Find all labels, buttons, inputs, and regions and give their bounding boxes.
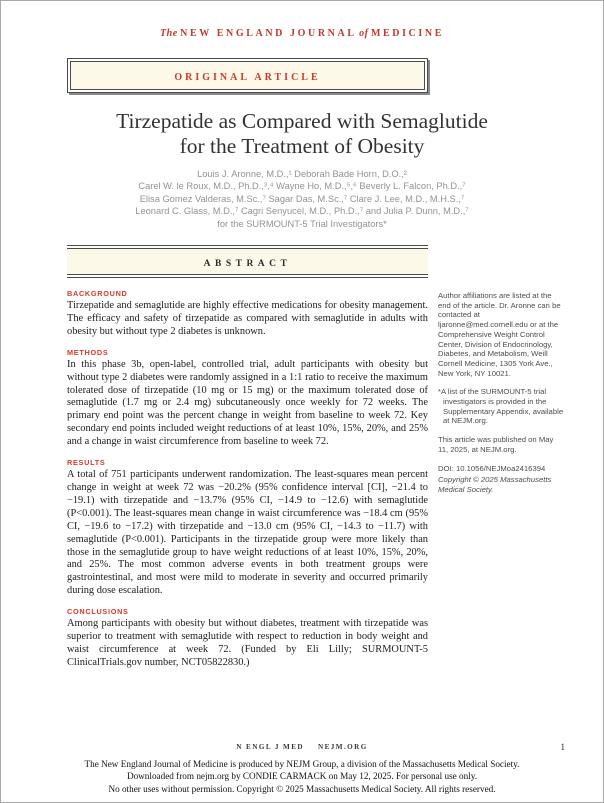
section-label-results: RESULTS <box>67 458 106 468</box>
section-label-conclusions: CONCLUSIONS <box>67 607 129 617</box>
abstract-section-conclusions <box>67 607 428 670</box>
affiliation-sidebar <box>438 291 565 504</box>
section-text-results: A total of 751 participants underwent randomization. The least-squares mean percent change in weight at week 72 was −20.2% (95% confidence interval [CI], −21.4 to −19.1) with tirzepatide and −13.7% (95% CI, −14.9 to −12.6) with semaglutide (P<0.001). The least-squares mean change in waist circumference was −18.4 cm (95% CI, −19.6 to −17.2) with tirzepatide and −13.0 cm (95% CI, −14.3 to −11.7) with semaglutide (P<0.001). Participants in the tirzepatide group were more likely than those in the semaglutide group to have weight reductions of at least 10%, 15%, 20%, and 25%. The most common adverse events in both treatment groups were gastrointestinal, and most were mild to moderate in severity and occurred primarily during dose escalation. <box>67 469 428 597</box>
journal-masthead <box>1 28 603 39</box>
masthead-medicine: MEDICINE <box>370 28 444 39</box>
running-footer-site: NEJM.ORG <box>317 743 368 752</box>
section-text-methods: In this phase 3b, open-label, controlled trial, adult participants with obesity but without type 2 diabetes were randomly assigned in a 1:1 ratio to receive the maximum tolerated dose of tirzepatide (10 mg or 15 mg) or the maximum tolerated dose of semaglutide (1.7 mg or 2.4 mg) subcutaneously once weekly for 72 weeks. The primary end point was the percent change in weight from baseline to week 72. Key secondary end points included weight reductions of at least 10%, 15%, 20%, and 25% and a change in waist circumference from baseline to week 72. <box>67 358 428 448</box>
article-title <box>1 109 603 159</box>
masthead-new-england-journal: NEW ENGLAND JOURNAL <box>180 28 357 39</box>
article-type-box-inner <box>70 61 425 90</box>
footer-line: The New England Journal of Medicine is produced by NEJM Group, a division of the Massachusetts Medical Society. <box>84 759 520 770</box>
doi-line: DOI: 10.1056/NEJMoa2416394 <box>438 463 546 473</box>
abstract-body <box>67 289 428 670</box>
masthead-the: The <box>160 28 178 39</box>
investigators-note: *A list of the SURMOUNT-5 trial investigators is provided in the Supplementary Appendix, available at NEJM.org. <box>438 387 564 426</box>
article-type-box <box>67 58 428 93</box>
article-title-line1: Tirzepatide as Compared with Semaglutide <box>116 109 488 133</box>
masthead-of: of <box>359 28 369 39</box>
footer-line: Downloaded from nejm.org by CONDIE CARMACK on May 12, 2025. For personal use only. <box>126 771 478 782</box>
abstract-section-results <box>67 458 428 598</box>
running-footer <box>1 743 603 751</box>
article-type-label: ORIGINAL ARTICLE <box>174 72 321 83</box>
author-line: Elisa Gomez Valderas, M.Sc.,⁷ Sagar Das, M.Sc.,⁷ Clare J. Lee, M.D., M.H.S.,⁷ <box>139 193 465 204</box>
abstract-columns <box>1 289 603 670</box>
abstract-heading-bar-inner <box>67 248 428 275</box>
publication-note: This article was published on May 11, 2025, at NEJM.org. <box>438 435 554 454</box>
section-text-conclusions: Among participants with obesity but without diabetes, treatment with tirzepatide was superior to treatment with semaglutide with respect to reduction in body weight and waist circumference at week 72. (Funded by Eli Lilly; SURMOUNT-5 ClinicalTrials.gov number, NCT05822830.) <box>67 618 428 668</box>
abstract-heading: ABSTRACT <box>203 259 292 270</box>
author-line: Carel W. le Roux, M.D., Ph.D.,³,⁴ Wayne Ho, M.D.,⁵,⁶ Beverly L. Falcon, Ph.D.,⁷ <box>138 181 466 192</box>
author-line: for the SURMOUNT-5 Trial Investigators* <box>217 218 387 229</box>
section-label-methods: METHODS <box>67 347 109 357</box>
section-text-background: Tirzepatide and semaglutide are highly effective medications for obesity management. The efficacy and safety of tirzepatide as compared with semaglutide in adults with obesity but without type 2 diabetes is unknown. <box>67 300 428 337</box>
footer-line: No other uses without permission. Copyright © 2025 Massachusetts Medical Society. All rights reserved. <box>108 783 496 794</box>
section-label-background: BACKGROUND <box>67 289 128 299</box>
affiliation-note: Author affiliations are listed at the end of the article. Dr. Aronne can be contacted at ljaronne@med.cornell.edu or at the Comprehensive Weight Control Center, Division of Endocrinology, Diabetes, and Metabolism, Weill Cornell Medicine, 1305 York Ave., New York, NY 10021. <box>438 291 561 378</box>
abstract-heading-bar <box>67 245 428 278</box>
running-footer-journal: N ENGL J MED <box>236 743 304 752</box>
author-line: Louis J. Aronne, M.D.,¹ Deborah Bade Horn, D.O.,² <box>197 169 407 179</box>
page-footer <box>1 743 603 795</box>
page-number: 1 <box>560 742 565 753</box>
author-line: Leonard C. Glass, M.D.,⁷ Cagri Senyucel, M.D., Ph.D.,⁷ and Julia P. Dunn, M.D.,⁷ <box>135 206 469 217</box>
author-list <box>1 168 603 230</box>
abstract-section-background <box>67 289 428 339</box>
abstract-section-methods <box>67 348 428 449</box>
footer-boilerplate <box>1 758 603 795</box>
copyright-line: Copyright © 2025 Massachusetts Medical Society. <box>438 475 552 494</box>
article-title-line2: for the Treatment of Obesity <box>179 134 425 158</box>
